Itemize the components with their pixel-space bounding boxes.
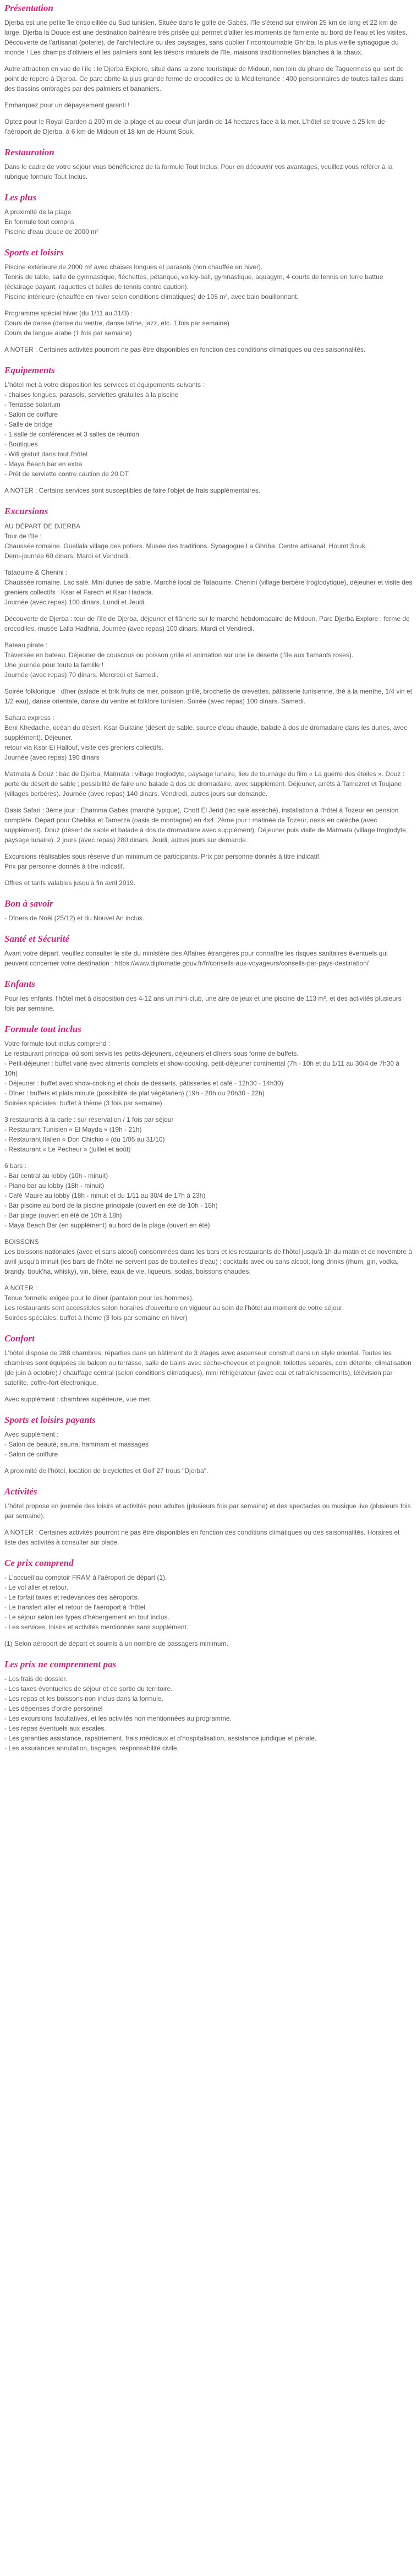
text-line: Les restaurants sont accessibles selon horaires d'ouverture en vigueur au sein de l'hôtel au moment de votre séjour. (4, 1303, 344, 1312)
paragraph (4, 117, 413, 137)
paragraph (4, 1161, 413, 1230)
paragraph (4, 18, 413, 57)
text-line: - Salle de bridge (4, 421, 53, 429)
paragraph (4, 345, 413, 354)
text-line: Pour les enfants, l'hôtel met à disposition des 4-12 ans un mini-club, une aire de jeux et une piscine de 113 m², et des activités plusieurs fois par semaine. (4, 994, 402, 1012)
text-line: - Les excursions facultatives, et les activités non mentionnées au programme. (4, 1715, 232, 1723)
text-line: 6 bars : (4, 1161, 27, 1170)
text-line: En formule tout compris (4, 218, 74, 226)
paragraph (4, 100, 413, 110)
text-line: - Café Maure au lobby (18h - minuit et du 1/11 au 30/4 de 17h à 23h) (4, 1191, 206, 1199)
section-sports-et-loisirs-payants (4, 1414, 413, 1476)
section-title: Présentation (4, 3, 53, 13)
text-line: Journée (avec repas) 190 dinars (4, 753, 100, 761)
paragraph (4, 1348, 413, 1388)
text-line: Excursions réalisables sous réserve d'un minimum de participants. Prix par personne donnés à titre indicatif. (4, 852, 321, 860)
section-title: Enfants (4, 978, 35, 989)
text-line: - Restaurant Tunisien « El Mayda » (19h - 21h) (4, 1125, 142, 1133)
text-line: Traversée en bateau. Déjeuner de couscous ou poisson grillé et animation sur une île déserte (l'île aux flamants roses). (4, 651, 354, 659)
text-line: Découverte de l'artisanat (poterie), de l'architecture ou des paysages, sans oublier l'incontournable Ghriba, la plus vieille synagogue du monde ! Les champs d'oliviers et les palmiers sont les trésors naturels de l'île, maisons traditionnelles blanches à la chaux. (4, 39, 399, 57)
paragraph (4, 1674, 413, 1753)
text-line: Chaussée romaine. Guellala village des potiers. Musée des traditions. Synagogue La Ghriba. Centre artisanal. Houmt Souk. (4, 542, 367, 550)
paragraph (4, 485, 413, 495)
text-line: Tenue formelle exigée pour le dîner (pantalon pour les hommes). (4, 1294, 194, 1302)
text-line: Avec supplément : (4, 1431, 59, 1439)
text-line: - Salon de beauté, sauna, hammam et massages (4, 1440, 149, 1449)
text-line: Demi-journée 60 dinars. Mardi et Vendredi. (4, 552, 130, 560)
text-line: (1) Selon aéroport de départ et soumis à un nombre de passagers minimum. (4, 1640, 228, 1648)
text-line: A NOTER : (4, 1284, 37, 1292)
paragraph (4, 380, 413, 479)
section-enfants (4, 978, 413, 1013)
text-line: - Restaurant Italien « Don Chichio » (du 1/05 au 31/10) (4, 1135, 165, 1143)
text-line: - Les repas et les boissons non inclus dans la formule. (4, 1695, 163, 1703)
text-line: L'hôtel propose en journée des loisirs et activités pour adultes (plusieurs fois par semaine) et des spectacles ou musique live (plusieurs fois par semaine). (4, 1502, 411, 1520)
paragraph (4, 913, 413, 923)
text-line: - Le forfait taxes et redevances des aéroports. (4, 1593, 139, 1602)
text-line: - Piano bar au lobby (18h - minuit) (4, 1181, 105, 1189)
text-line: - Dîners de Noël (25/12) et du Nouvel An inclus. (4, 914, 145, 922)
text-line: Une journée pour toute la famille ! (4, 661, 104, 669)
paragraph (4, 262, 413, 302)
text-line: Offres et tarifs valables jusqu'à fin avril 2019. (4, 878, 136, 887)
section-title: Sports et loisirs (4, 247, 64, 258)
text-line: Sahara express : (4, 713, 54, 722)
paragraph (4, 1466, 413, 1476)
text-line: - Bar central au lobby (10h - minuit) (4, 1171, 108, 1180)
text-line: Piscine extérieure de 2000 m² avec chaises longues et parasols (non chauffée en hiver). (4, 263, 263, 271)
paragraph (4, 308, 413, 338)
text-line: - Les taxes éventuelles de séjour et de sortie du territoire. (4, 1685, 173, 1693)
text-line: Djerba est une petite île ensoleillée du Sud tunisien. Située dans le golfe de Gabès, l'île s'étend sur environ 25 km de long et 22 km de large. Djerba la Douce est une destination balnéaire très prisée qui permet d'allier les moments de farniente au bord de l'eau et les visites. (4, 19, 408, 37)
text-line: - Salon de coiffure (4, 1450, 58, 1459)
paragraph (4, 994, 413, 1013)
paragraph (4, 1429, 413, 1459)
text-line: - Les assurances annulation, bagages, responsabilité civile. (4, 1744, 179, 1753)
text-line: Le restaurant principal où sont servis les petits-déjeuners, déjeuners et dîners sous forme de buffets. (4, 1049, 299, 1057)
text-line: Piscine d'eau douce de 2000 m² (4, 228, 99, 236)
text-line: L'hôtel dispose de 288 chambres, réparties dans un bâtiment de 3 étages avec ascenseur construit dans un style oriental. Toutes les chambres sont équipées de balcon ou terrasse, salle de bains avec sèche-cheveux et peignoir, toilettes séparés, coin détente, climatisation (de juin à octobre) / chauffage central (selon conditions climatiques), mini réfrigérateur (avec eau et rafraîchissements), télévision par satellite, coffre-fort électronique. (4, 1349, 411, 1387)
text-line: Oasis Safari : 3ème jour : Ehamma Gabès (marché typique), Chott El Jerid (lac salé asséché), installation à l'hôtel à Tozeur en pension complète. Départ pour Chebika et Tamerza (oasis de montagne) en 4x4. 2ème jour : matinée de Tozeur, oasis en calèche (avec supplément). Douz (désert de sable et balade à dos de dromadaire avec supplément). Déjeuner puis visite de Matmata (village troglodyte, paysage lunaire). 2 jours (avec repas) 280 dinars. Jeudi, autres jours sur demande. (4, 806, 408, 844)
text-line: A proximité de l'hôtel, location de bicyclettes et Golf 27 trous "Djerba". (4, 1467, 209, 1475)
paragraph (4, 852, 413, 871)
paragraph (4, 567, 413, 607)
text-line: - Les garanties assistance, rapatriement, frais médicaux et d'hospitalisation, assistance juridique et pénale. (4, 1734, 317, 1743)
text-line: Soirée folklorique : dîner (salade et brik fruits de mer, poisson grillé, brochette de crevettes, pâtisserie tunisienne, thé à la menthe, 1/4 vin et 1/2 eau), danse orientale, danse du ventre et folklore tunisien. Soirée (avec repas) 100 dinars. Samedi. (4, 687, 413, 705)
paragraph (4, 640, 413, 680)
text-line: - Le séjour selon les types d'hébergement en tout inclus. (4, 1613, 169, 1622)
text-line: Les boissons nationales (avec et sans alcool) consommées dans les bars et les restaurants de l'hôtel jusqu'à 1h du matin et de novembre à avril jusqu'à minuit (les bars de l'hôtel ne servent pas de bouteilles d'eau) : cocktails avec ou sans alcool, long drinks (rhum, gin, vodka, brandy, bouk'ha, whisky), vin, bière, eaux de vie, liqueurs, sodas, boissons chaudes. (4, 1247, 412, 1275)
paragraph (4, 686, 413, 706)
section-sante-et-securite (4, 933, 413, 968)
text-line: Tataouine & Chenini : (4, 568, 68, 576)
text-line: Tennis de table, salle de gymnastique, fléchettes, pétanque, volley-ball, gymnastique, aquagym, 4 courts de tennis en terre battue (éclairage payant, raquettes et balles de tennis contre caution). (4, 273, 383, 291)
section-les-plus (4, 192, 413, 237)
text-line: - Les frais de dossier. (4, 1675, 68, 1683)
section-title: Les plus (4, 192, 37, 203)
section-les-prix-ne-comprennent-pas (4, 1658, 413, 1753)
text-line: - Bar piscine au bord de la piscine principale (ouvert en été de 10h - 18h) (4, 1201, 218, 1209)
text-line: Bateau pirate : (4, 641, 48, 649)
text-line: - Les repas éventuels aux escales. (4, 1724, 106, 1733)
text-line: Embarquez pour un dépaysement garanti ! (4, 101, 130, 110)
section-title: Bon à savoir (4, 898, 53, 909)
section-title: Confort (4, 1333, 35, 1344)
text-line: Découverte de Djerba : tour de l'île de Djerba, déjeuner et flânerie sur le marché hebdomadaire de Midoun. Parc Djerba Explore : ferme de crocodiles, musée Lalla Hadhria. Journée (avec repas) 100 dinars. Mardi et Vendredi. (4, 614, 410, 632)
section-excursions (4, 505, 413, 887)
text-line: Optez pour le Royal Garden à 200 m de la plage et au coeur d'un jardin de 14 hectares face à la mer. L'hôtel se trouve à 25 km de l'aéroport de Djerba, à 6 km de Midoun et 18 km de Houmt Souk. (4, 118, 385, 136)
text-line: - Terrasse solarium (4, 401, 61, 409)
text-line: Dans le cadre de votre séjour vous bénéficierez de la formule Tout Inclus. Pour en découvrir vos avantages, veuillez vous référer à la rubrique formule Tout Inclus. (4, 163, 393, 181)
text-line: Cours de danse (danse du ventre, danse latine, jazz, etc. 1 fois par semaine) (4, 319, 229, 328)
text-line: Avec supplément : chambres supérieure, vue mer. (4, 1395, 152, 1404)
paragraph (4, 614, 413, 634)
section-formule-tout-inclus (4, 1023, 413, 1323)
section-confort (4, 1333, 413, 1404)
text-line: - Le transfert aller et retour de l'aéroport à l'hôtel. (4, 1603, 147, 1612)
text-line: L'hôtel met à votre disposition les services et équipements suivants : (4, 381, 205, 389)
text-line: - Dîner : buffets et plats minute (possibilité de plat végétarien) (19h - 20h ou 20h30 - 22h) (4, 1089, 265, 1097)
section-title: Sports et loisirs payants (4, 1415, 96, 1426)
section-title: Excursions (4, 506, 48, 517)
text-line: - Bar plage (ouvert en été de 10h à 18h) (4, 1211, 122, 1219)
section-ce-prix-comprend (4, 1557, 413, 1649)
paragraph (4, 1527, 413, 1547)
paragraph (4, 64, 413, 94)
section-title: Equipements (4, 365, 55, 376)
text-line: Avant votre départ, veuillez consulter le site du ministère des Affaires étrangères pour connaître les risques sanitaires éventuels qui peuvent concerner votre destination : https://www.diplomatie.gouv.fr/fr/conseils-aux-voyageurs/conseils-par-pays-destination/ (4, 949, 388, 967)
text-line: - Prêt de serviette contre caution de 20 DT. (4, 470, 130, 478)
text-line: - Wifi gratuit dans tout l'hôtel (4, 450, 88, 459)
text-line: - Restaurant « Le Pecheur » (juillet et août) (4, 1145, 131, 1153)
text-line: Journée (avec repas) 70 dinars. Mercredi et Samedi. (4, 670, 159, 679)
text-line: - Les services, loisirs et activités mentionnés sans supplément. (4, 1623, 189, 1631)
text-line: A NOTER : Certains services sont susceptibles de faire l'objet de frais supplémentaires. (4, 487, 261, 495)
section-title: Santé et Sécurité (4, 933, 70, 944)
paragraph (4, 948, 413, 968)
text-line: - Le vol aller et retour. (4, 1584, 69, 1592)
text-line: A proximité de la plage (4, 208, 72, 216)
section-presentation (4, 2, 413, 137)
text-line: Beni Khedache, océan du désert, Ksar Guilaine (désert de sable, source d'eau chaude, balade à dos de dromadaire dans les dunes, avec supplément). Déjeuner. (4, 723, 408, 741)
text-line: A NOTER : Certaines activités pourront ne pas être disponibles en fonction des conditions climatiques ou des saisonnalités. (4, 346, 366, 354)
paragraph (4, 1501, 413, 1521)
paragraph (4, 521, 413, 561)
section-restauration (4, 146, 413, 182)
text-line: - Salon de coiffure (4, 411, 58, 419)
section-title: Restauration (4, 147, 54, 158)
paragraph (4, 805, 413, 845)
paragraph (4, 1039, 413, 1108)
paragraph (4, 713, 413, 762)
paragraph (4, 769, 413, 799)
section-sports-et-loisirs (4, 247, 413, 354)
section-title: Ce prix comprend (4, 1558, 74, 1569)
text-line: - Maya Beach bar en extra (4, 460, 83, 468)
text-line: A NOTER : Certaines activités pourront ne pas être disponibles en fonction des conditions climatiques ou des saisonnalités. Horaires et liste des activités à consulter sur place. (4, 1529, 400, 1547)
text-line: - L'accueil au comptoir FRAM à l'aéroport de départ (1). (4, 1574, 167, 1582)
text-line: AU DÉPART DE DJERBA (4, 522, 81, 530)
text-line: - Boutiques (4, 440, 38, 449)
text-line: Autre attraction en vue de l'île : le Djerba Explore, situé dans la zone touristique de Midoun, non loin du phare de Taguermess qui sert de point de repère à Djerba. Ce parc abrite la plus grande ferme de crocodiles de la Méditerranée : 400 pensionnaires de toutes tailles dans des bassins ombragés par des palmiers et bananiers. (4, 65, 404, 93)
paragraph (4, 1394, 413, 1404)
text-line: - 1 salle de conférences et 3 salles de réunion (4, 430, 139, 439)
text-line: - Déjeuner : buffet avec show-cooking et choix de desserts, pâtisseries et café - 12h30 - 14h30) (4, 1079, 283, 1087)
paragraph (4, 1115, 413, 1154)
section-equipements (4, 364, 413, 495)
text-line: Cours de langue arabe (1 fois par semaine) (4, 329, 132, 337)
section-title: Activités (4, 1486, 37, 1497)
text-line: 3 restaurants à la carte : sur réservation / 1 fois par séjour (4, 1115, 174, 1123)
text-line: - Maya Beach Bar (en supplément) au bord de la plage (ouvert en été) (4, 1221, 210, 1229)
paragraph (4, 162, 413, 182)
text-line: Soirées spéciales: buffet à thème (3 fois par semaine) (4, 1099, 162, 1107)
text-line: Piscine intérieure (chauffée en hiver selon conditions climatiques) de 105 m², avec bain bouillonnant. (4, 293, 299, 301)
text-line: Programme spécial hiver (du 1/11 au 31/3) : (4, 309, 133, 318)
paragraph (4, 1573, 413, 1632)
text-line: - Petit-déjeuner : buffet varié avec aliments complets et show-cooking, petit-déjeuner continental (7h - 10h et du 1/11 au 30/4 de 7h30 à 10h) (4, 1059, 399, 1077)
text-line: Prix par personne donnés à titre indicatif. (4, 862, 125, 870)
text-line: Tour de l'île : (4, 532, 42, 540)
paragraph (4, 207, 413, 237)
text-line: Chaussée romaine. Lac salé. Mini dunes de sable. Marché local de Tataouine. Chenini (village berbère troglodytique), déjeuner et visite des greniers collectifs : Ksar el Farech et Ksar Hadada. (4, 578, 413, 596)
text-line: Votre formule tout inclus comprend : (4, 1039, 111, 1047)
text-line: Soirées spéciales: buffet à thème (3 fois par semaine en hiver) (4, 1313, 188, 1322)
paragraph (4, 1237, 413, 1276)
section-title: Formule tout inclus (4, 1023, 81, 1034)
paragraph (4, 1639, 413, 1649)
section-bon-a-savoir (4, 898, 413, 923)
paragraph (4, 878, 413, 888)
section-activites (4, 1486, 413, 1547)
text-line: - chaises longues, parasols, serviettes gratuites à la piscine (4, 391, 179, 399)
text-line: BOISSONS (4, 1237, 39, 1246)
text-line: Matmata & Douz : bac de Djerba, Matmata : village troglodyte, paysage lunaire, lieu de tournage du film « La guerre des étoiles ». Douz : porte du désert de sable ; possibilité de faire une balade à dos de dromadaire, avec supplément. Déjeuner, arrêts à Tamezret et Toujane (villages berbères). Journée (avec repas) 140 dinars. Vendredi, autres jours sur demande. (4, 769, 405, 798)
text-line: Journée (avec repas) 100 dinars. Lundi et Jeudi. (4, 598, 146, 606)
text-line: - Les dépenses d'ordre personnel (4, 1705, 103, 1713)
text-line: retour via Ksar El Hallouf, visite des greniers collectifs. (4, 743, 163, 751)
section-title: Les prix ne comprennent pas (4, 1659, 117, 1670)
paragraph (4, 1283, 413, 1323)
